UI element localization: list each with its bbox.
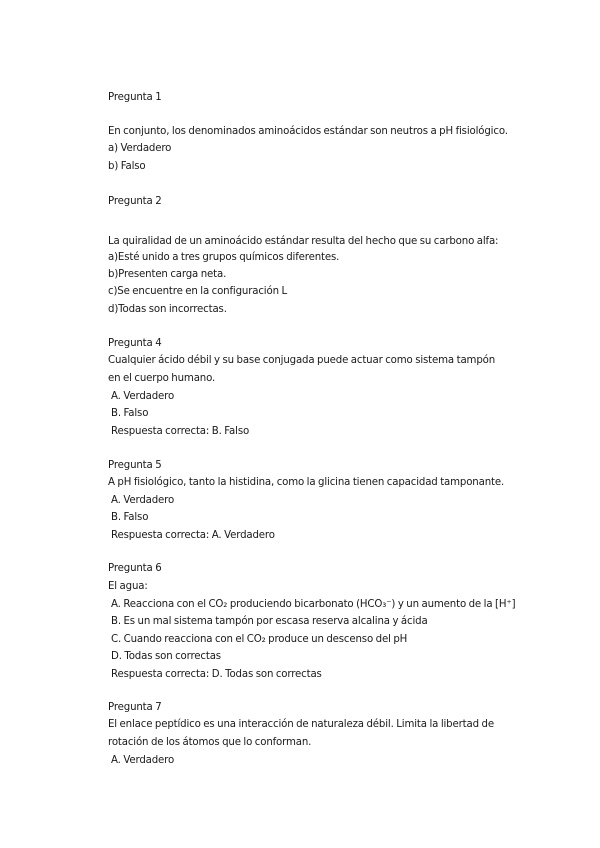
question-2-stem: La quiralidad de un aminoácido estándar resulta del hecho que su carbono alfa:	[108, 236, 499, 247]
question-6-heading: Pregunta 6	[108, 563, 162, 574]
question-4-option-b: B. Falso	[111, 408, 149, 419]
question-6-option-d: D. Todas son correctas	[111, 651, 221, 662]
question-6-stem: El agua:	[108, 581, 148, 592]
question-4-stem-line-1: Cualquier ácido débil y su base conjugada puede actuar como sistema tampón	[108, 355, 496, 366]
question-6-option-c: C. Cuando reacciona con el CO₂ produce un descenso del pH	[111, 634, 408, 645]
question-6-answer: Respuesta correcta: D. Todas son correctas	[111, 669, 322, 680]
question-1-stem: En conjunto, los denominados aminoácidos estándar son neutros a pH fisiológico.	[108, 126, 508, 137]
question-6-option-b: B. Es un mal sistema tampón por escasa reserva alcalina y ácida	[111, 616, 428, 627]
question-5-option-a: A. Verdadero	[111, 495, 175, 506]
question-2-option-b: b)Presenten carga neta.	[108, 269, 227, 280]
question-4-stem-line-2: en el cuerpo humano.	[108, 373, 216, 384]
question-2-option-c: c)Se encuentre en la configuración L	[108, 286, 287, 297]
question-7-stem-line-2: rotación de los átomos que lo conforman.	[108, 737, 312, 748]
question-5-heading: Pregunta 5	[108, 460, 162, 471]
question-4-answer: Respuesta correcta: B. Falso	[111, 426, 250, 437]
question-1-heading: Pregunta 1	[108, 92, 162, 103]
question-2-option-d: d)Todas son incorrectas.	[108, 304, 227, 315]
question-7-stem-line-1: El enlace peptídico es una interacción de naturaleza débil. Limita la libertad de	[108, 719, 494, 730]
question-4-heading: Pregunta 4	[108, 338, 162, 349]
question-2-option-a: a)Esté unido a tres grupos químicos diferentes.	[108, 252, 340, 263]
question-5-option-b: B. Falso	[111, 512, 149, 523]
question-1-option-b: b) Falso	[108, 161, 146, 172]
question-5-stem: A pH fisiológico, tanto la histidina, como la glicina tienen capacidad tamponante.	[108, 477, 505, 488]
question-6-option-a: A. Reacciona con el CO₂ produciendo bicarbonato (HCO₃⁻) y un aumento de la [H⁺]	[111, 599, 516, 610]
question-4-option-a: A. Verdadero	[111, 391, 175, 402]
question-1-option-a: a) Verdadero	[108, 143, 172, 154]
question-2-heading: Pregunta 2	[108, 196, 162, 207]
question-7-option-a: A. Verdadero	[111, 755, 175, 766]
question-7-heading: Pregunta 7	[108, 702, 162, 713]
question-5-answer: Respuesta correcta: A. Verdadero	[111, 530, 275, 541]
